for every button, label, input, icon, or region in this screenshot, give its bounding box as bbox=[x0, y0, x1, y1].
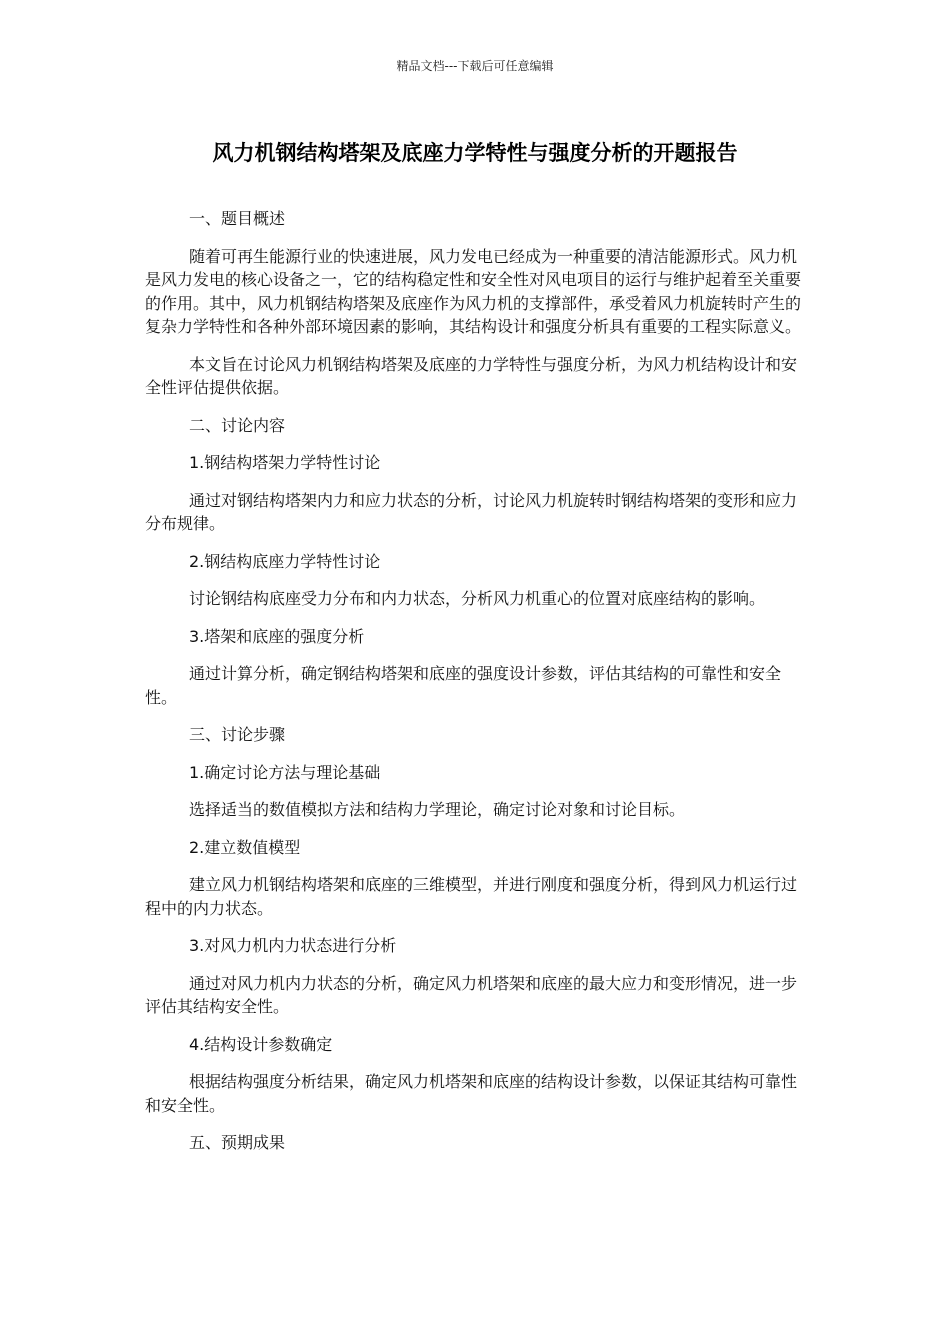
document-title: 风力机钢结构塔架及底座力学特性与强度分析的开题报告 bbox=[212, 141, 738, 165]
section-heading-expected-results: 五、预期成果 bbox=[189, 1133, 286, 1152]
subheading: 4.结构设计参数确定 bbox=[189, 1034, 333, 1054]
subheading: 2.钢结构底座力学特性讨论 bbox=[189, 551, 381, 571]
page-header: 精品文档---下载后可任意编辑 bbox=[396, 59, 554, 73]
section-heading-steps: 三、讨论步骤 bbox=[189, 725, 286, 744]
body-paragraph: 通过对钢结构塔架内力和应力状态的分析，讨论风力机旋转时钢结构塔架的变形和应力分布规律。 bbox=[145, 490, 798, 533]
body-paragraph: 通过对风力机内力状态的分析，确定风力机塔架和底座的最大应力和变形情况，进一步评估其结构安全性。 bbox=[145, 973, 798, 1016]
subheading: 1.钢结构塔架力学特性讨论 bbox=[189, 453, 381, 472]
section-heading-overview: 一、题目概述 bbox=[189, 209, 286, 228]
body-paragraph: 建立风力机钢结构塔架和底座的三维模型，并进行刚度和强度分析，得到风力机运行过程中的内力状态。 bbox=[145, 875, 798, 918]
subheading: 3.塔架和底座的强度分析 bbox=[189, 626, 365, 646]
subheading: 2.建立数值模型 bbox=[189, 837, 301, 857]
subheading: 3.对风力机内力状态进行分析 bbox=[189, 936, 397, 955]
body-paragraph: 本文旨在讨论风力机钢结构塔架及底座的力学特性与强度分析，为风力机结构设计和安全性评估提供依据。 bbox=[145, 354, 798, 397]
section-heading-content: 二、讨论内容 bbox=[189, 415, 286, 435]
body-paragraph: 选择适当的数值模拟方法和结构力学理论，确定讨论对象和讨论目标。 bbox=[189, 800, 686, 819]
body-paragraph: 随着可再生能源行业的快速进展，风力发电已经成为一种重要的清洁能源形式。风力机是风力发电的核心设备之一，它的结构稳定性和安全性对风电项目的运行与维护起着至关重要的作用。其中，风力机钢结构塔架及底座作为风力机的支撑部件，承受着风力机旋转时产生的复杂力学特性和各种外部环境因素的影响，其结构设计和强度分析具有重要的工程实际意义。 bbox=[145, 246, 802, 336]
body-paragraph: 根据结构强度分析结果，确定风力机塔架和底座的结构设计参数，以保证其结构可靠性和安全性。 bbox=[145, 1072, 798, 1115]
subheading: 1.确定讨论方法与理论基础 bbox=[189, 762, 381, 782]
document-body bbox=[145, 207, 812, 1169]
body-paragraph: 讨论钢结构底座受力分布和内力状态，分析风力机重心的位置对底座结构的影响。 bbox=[189, 589, 766, 608]
body-paragraph: 通过计算分析，确定钢结构塔架和底座的强度设计参数，评估其结构的可靠性和安全性。 bbox=[145, 664, 782, 707]
